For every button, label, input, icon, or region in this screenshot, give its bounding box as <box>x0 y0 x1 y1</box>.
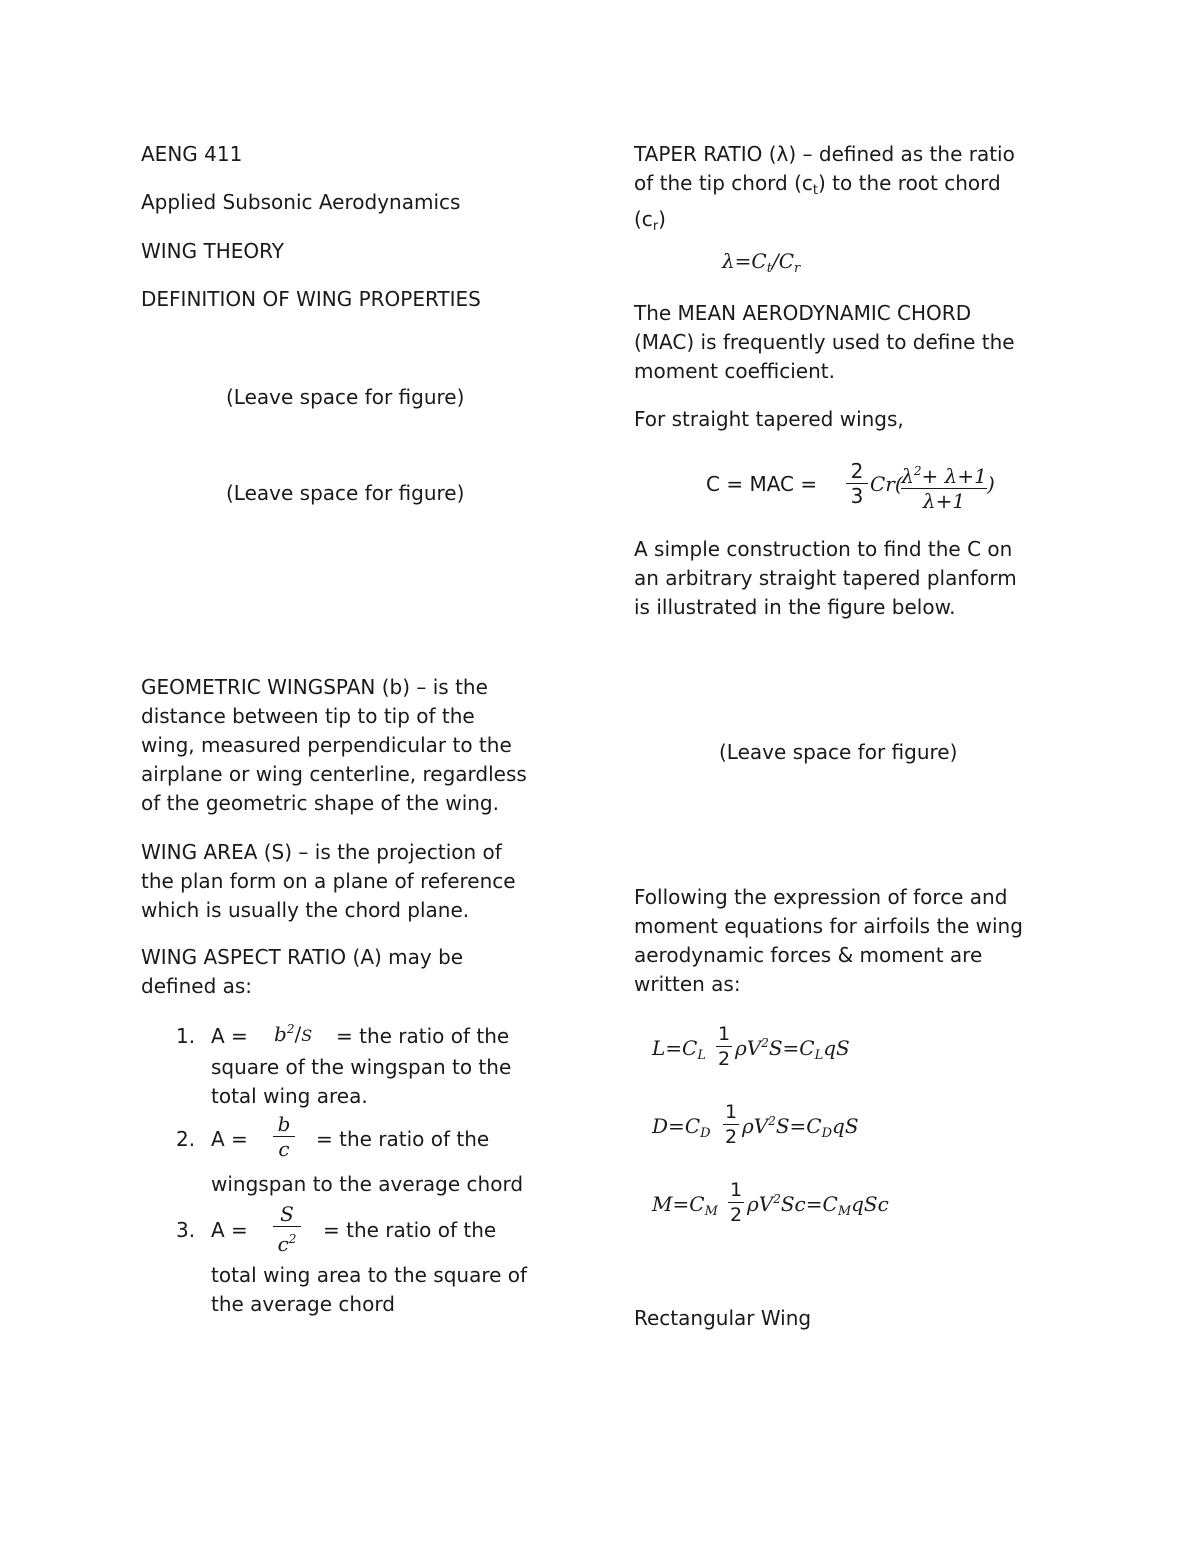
symbol: b <box>274 1022 287 1046</box>
symbol: D <box>652 1114 669 1138</box>
topic-heading: WING THEORY <box>141 239 284 263</box>
text: ) to the root chord <box>818 171 1001 195</box>
wingspan-definition <box>141 673 527 818</box>
text-line: is illustrated in the figure below. <box>634 595 956 619</box>
list-number: 3. <box>176 1218 196 1242</box>
text-line: the average chord <box>211 1292 395 1316</box>
formula-description: = the ratio of the <box>316 1127 490 1151</box>
symbol: + λ+1 <box>921 464 987 488</box>
denominator: c <box>278 1137 290 1161</box>
numerator: 1 <box>729 1179 743 1201</box>
text-line: total wing area. <box>211 1084 368 1108</box>
eq-left: $D=C_D$ <box>652 1114 711 1141</box>
exponent: 2 <box>913 464 922 478</box>
text-line: The MEAN AERODYNAMIC CHORD <box>634 301 972 325</box>
course-code: AENG 411 <box>141 142 243 166</box>
symbol: c <box>277 1232 289 1256</box>
symbol: S=C <box>775 1114 822 1138</box>
item-continuation <box>211 1170 523 1199</box>
text-line: defined as: <box>141 974 253 998</box>
subscript: D <box>700 1126 711 1141</box>
fraction-b-over-c <box>272 1112 296 1161</box>
denominator: 2 <box>729 1204 743 1226</box>
eq-right <box>747 1192 889 1219</box>
eq-part: /C <box>771 249 795 273</box>
subscript: D <box>821 1126 833 1141</box>
fraction-half <box>715 1022 733 1071</box>
rectangular-wing-heading: Rectangular Wing <box>634 1306 812 1330</box>
text-line: moment equations for airfoils the wing <box>634 914 1023 938</box>
text-line: moment coefficient. <box>634 359 835 383</box>
wing-area-definition <box>141 838 516 925</box>
symbol: qS <box>823 1036 850 1060</box>
lambda-fraction <box>900 459 988 513</box>
text-line: (MAC) is frequently used to define the <box>634 330 1015 354</box>
subscript: M <box>837 1204 852 1219</box>
formula-description: = the ratio of the <box>336 1024 510 1048</box>
fraction-half <box>727 1178 745 1227</box>
eq-part: λ=C <box>722 249 767 273</box>
subscript: r <box>794 261 801 276</box>
construction-description <box>634 535 1017 622</box>
subscript: L <box>697 1048 706 1063</box>
formula-description: = the ratio of the <box>323 1218 497 1242</box>
text-line: A simple construction to find the C on <box>634 537 1013 561</box>
text-line: of the geometric shape of the wing. <box>141 791 499 815</box>
formula-lead: A = <box>211 1024 248 1048</box>
item-continuation <box>211 1261 527 1319</box>
symbol: Sc=C <box>780 1192 838 1216</box>
text-line: WING AREA (S) – is the projection of <box>141 840 502 864</box>
text: of the tip chord (c <box>634 171 813 195</box>
numerator: 1 <box>724 1101 738 1123</box>
numerator <box>900 459 988 488</box>
symbol: C <box>682 1036 698 1060</box>
symbol: ρV <box>742 1114 769 1138</box>
text-line: total wing area to the square of <box>211 1263 528 1287</box>
exponent: 2 <box>286 1022 295 1036</box>
symbol: L <box>652 1036 666 1060</box>
text-line: WING ASPECT RATIO (A) may be <box>141 945 464 969</box>
denominator: 3 <box>850 484 864 508</box>
subscript: t <box>812 183 819 198</box>
text-line <box>634 169 1015 205</box>
formula-lead: A = <box>211 1218 248 1242</box>
symbol: C <box>684 1114 701 1138</box>
exponent: 2 <box>288 1232 297 1246</box>
text-line: written as: <box>634 972 741 996</box>
eq-right <box>735 1036 850 1063</box>
symbol: λ <box>901 464 914 488</box>
symbol: qS <box>832 1114 859 1138</box>
symbol: ρV <box>747 1192 774 1216</box>
text-line: GEOMETRIC WINGSPAN (b) – is the <box>141 675 488 699</box>
text-line: Following the expression of force and <box>634 885 1008 909</box>
aspect-formula-1 <box>274 1022 312 1046</box>
straight-tapered-label: For straight tapered wings, <box>634 407 904 431</box>
item-continuation <box>211 1053 511 1111</box>
closing-paren: ) <box>987 472 995 496</box>
text-line: aerodynamic forces & moment are <box>634 943 983 967</box>
text-line: which is usually the chord plane. <box>141 898 470 922</box>
aspect-ratio-intro <box>141 943 463 1001</box>
symbol: qSc <box>851 1192 889 1216</box>
force-moment-intro <box>634 883 1023 999</box>
text-line: the plan form on a plane of reference <box>141 869 516 893</box>
fraction-half <box>722 1100 740 1149</box>
list-number: 2. <box>176 1127 196 1151</box>
slash: / <box>294 1022 302 1046</box>
figure-placeholder: (Leave space for figure) <box>226 481 465 505</box>
fraction-two-thirds <box>845 459 869 508</box>
text-line: an arbitrary straight tapered planform <box>634 566 1017 590</box>
symbol: S=C <box>768 1036 815 1060</box>
symbol: S <box>301 1026 313 1045</box>
mac-label: C = MAC = <box>706 472 818 496</box>
fraction-s-over-c2 <box>272 1202 302 1256</box>
text-line: wing, measured perpendicular to the <box>141 733 512 757</box>
denominator <box>272 1227 302 1256</box>
text: ) <box>658 207 666 231</box>
figure-placeholder: (Leave space for figure) <box>226 385 465 409</box>
text-line: TAPER RATIO (λ) – defined as the ratio <box>634 142 1015 166</box>
numerator: S <box>280 1202 294 1226</box>
text-line <box>634 205 1015 241</box>
formula-lead: A = <box>211 1127 248 1151</box>
eq-left: $M=C_M$ <box>652 1192 718 1219</box>
exponent: 2 <box>761 1036 769 1050</box>
section-heading: DEFINITION OF WING PROPERTIES <box>141 287 481 311</box>
symbol: C <box>689 1192 705 1216</box>
symbol: M <box>652 1192 673 1216</box>
numerator: 2 <box>850 459 864 483</box>
exponent: 2 <box>768 1114 776 1128</box>
list-number: 1. <box>176 1024 196 1048</box>
text-line: wingspan to the average chord <box>211 1172 524 1196</box>
denominator: 2 <box>717 1048 731 1070</box>
eq-right <box>742 1114 859 1141</box>
figure-placeholder: (Leave space for figure) <box>719 740 958 764</box>
subscript: L <box>814 1048 824 1063</box>
text-line: distance between tip to tip of the <box>141 704 475 728</box>
text-line: airplane or wing centerline, regardless <box>141 762 527 786</box>
subscript: r <box>652 219 659 234</box>
text: (c <box>634 207 653 231</box>
subscript: M <box>704 1204 718 1219</box>
text-line: square of the wingspan to the <box>211 1055 512 1079</box>
exponent: 2 <box>773 1192 781 1206</box>
numerator: 1 <box>717 1023 731 1045</box>
eq-left: $L=C_L$ <box>652 1036 706 1063</box>
denominator: 2 <box>724 1126 738 1148</box>
symbol: ρV <box>735 1036 762 1060</box>
denominator: λ+1 <box>922 489 966 513</box>
taper-ratio-equation <box>722 249 800 276</box>
course-subject: Applied Subsonic Aerodynamics <box>141 190 461 214</box>
subscript: t <box>766 261 772 276</box>
mac-description <box>634 299 1015 386</box>
taper-ratio-definition <box>634 140 1015 241</box>
root-chord-term: Cr( <box>870 472 903 496</box>
numerator: b <box>277 1112 291 1136</box>
